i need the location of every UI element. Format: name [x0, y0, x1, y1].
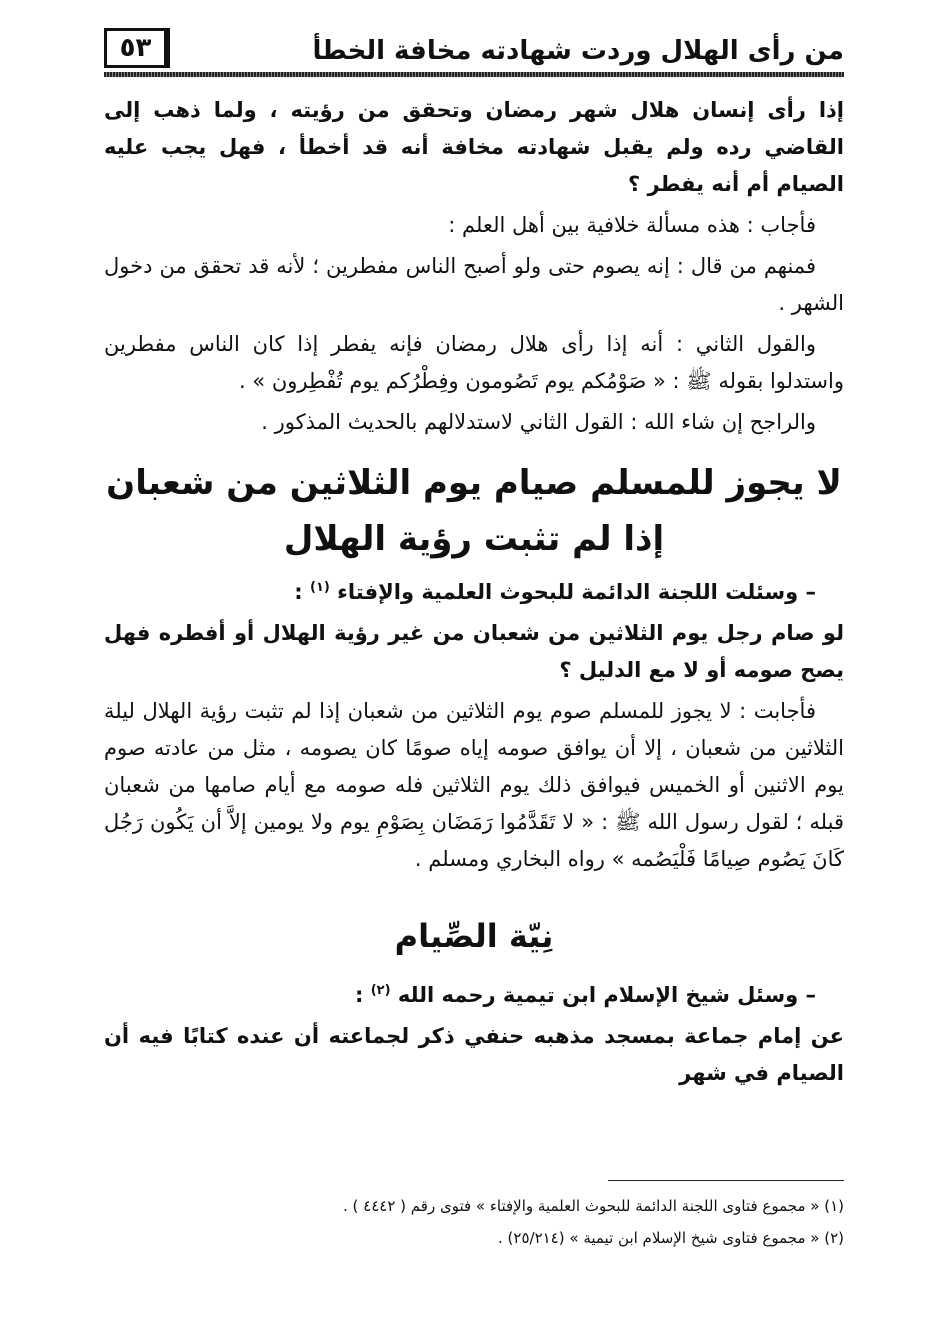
page-body [104, 92, 844, 1096]
asked-line-ibn-taymiyya [104, 972, 844, 1014]
section-heading-intention: نِيّة الصِّيام [394, 917, 554, 955]
footnote-1: (١) « مجموع فتاوى اللجنة الدائمة للبحوث العلمية والإفتاء » فتوى رقم ( ٤٤٤٢ ) . [343, 1197, 844, 1215]
page-number: ٥٣ [104, 28, 170, 68]
asked-colon: : [354, 983, 364, 1007]
footnote-rule [608, 1180, 844, 1181]
section-heading-line-2: إذا لم تثبت رؤية الهلال [283, 519, 665, 559]
answer-intro: فأجاب : هذه مسألة خلافية بين أهل العلم : [448, 213, 816, 237]
opinion-1: فمنهم من قال : إنه يصوم حتى ولو أصبح الناس مفطرين ؛ لأنه قد تحقق من دخول الشهر . [104, 254, 844, 315]
page-header [104, 28, 844, 74]
asked-text: – وسئل شيخ الإسلام ابن تيمية رحمه الله [397, 983, 816, 1007]
asked-colon: : [294, 580, 303, 604]
footnotes [104, 1190, 844, 1254]
footnote-ref-2: (٢) [370, 983, 391, 998]
asked-text: – وسئلت اللجنة الدائمة للبحوث العلمية والإفتاء [337, 580, 816, 604]
section-heading-line-1: لا يجوز للمسلم صيام يوم الثلاثين من شعبان [106, 463, 842, 503]
footnote-2: (٢) « مجموع فتاوى شيخ الإسلام ابن تيمية » (٢٥/٢١٤) . [498, 1229, 844, 1247]
preferred-opinion: والراجح إن شاء الله : القول الثاني لاستدلالهم بالحديث المذكور . [261, 410, 816, 434]
answer-2: فأجابت : لا يجوز للمسلم صوم يوم الثلاثين من شعبان إذا لم تثبت رؤية الهلال ليلة الثلاثين من شعبان ، إلا أن يوافق صومه إياه صومًا كان يصومه ، مثل من عادته صوم يوم الاثنين أو الخميس فيوافق ذلك يوم الثلاثين فله صومه مع أيام صامها من شعبان قبله ؛ لقول رسول الله ﷺ : « لا تَقَدَّمُوا رَمَضَان بِصَوْمِ يوم ولا يومين إلاَّ أن يَكُون رَجُل كَانَ يَصُوم صِيامًا فَلْيَصُمه » رواه البخاري ومسلم . [104, 699, 844, 871]
footnote-ref-1: (١) [310, 580, 330, 595]
header-rule [104, 72, 844, 77]
asked-line-committee [104, 569, 844, 611]
question-2: لو صام رجل يوم الثلاثين من شعبان من غير رؤية الهلال أو أفطره فهل يصح صومه أو لا مع الدليل ؟ [104, 621, 844, 682]
running-title: من رأى الهلال وردت شهادته مخافة الخطأ [312, 36, 844, 66]
opinion-2: والقول الثاني : أنه إذا رأى هلال رمضان فإنه يفطر إذا كان الناس مفطرين واستدلوا بقوله ﷺ : « صَوْمُكم يوم تَصُومون وفِطْرُكم يوم تُفْطِرون » . [104, 332, 844, 393]
question-1: إذا رأى إنسان هلال شهر رمضان وتحقق من رؤيته ، ولما ذهب إلى القاضي رده ولم يقبل شهادته مخافة أنه قد أخطأ ، فهل يجب عليه الصيام أم أنه يفطر ؟ [104, 98, 844, 196]
question-3: عن إمام جماعة بمسجد مذهبه حنفي ذكر لجماعته أن عنده كتابًا فيه أن الصيام في شهر [104, 1024, 844, 1085]
